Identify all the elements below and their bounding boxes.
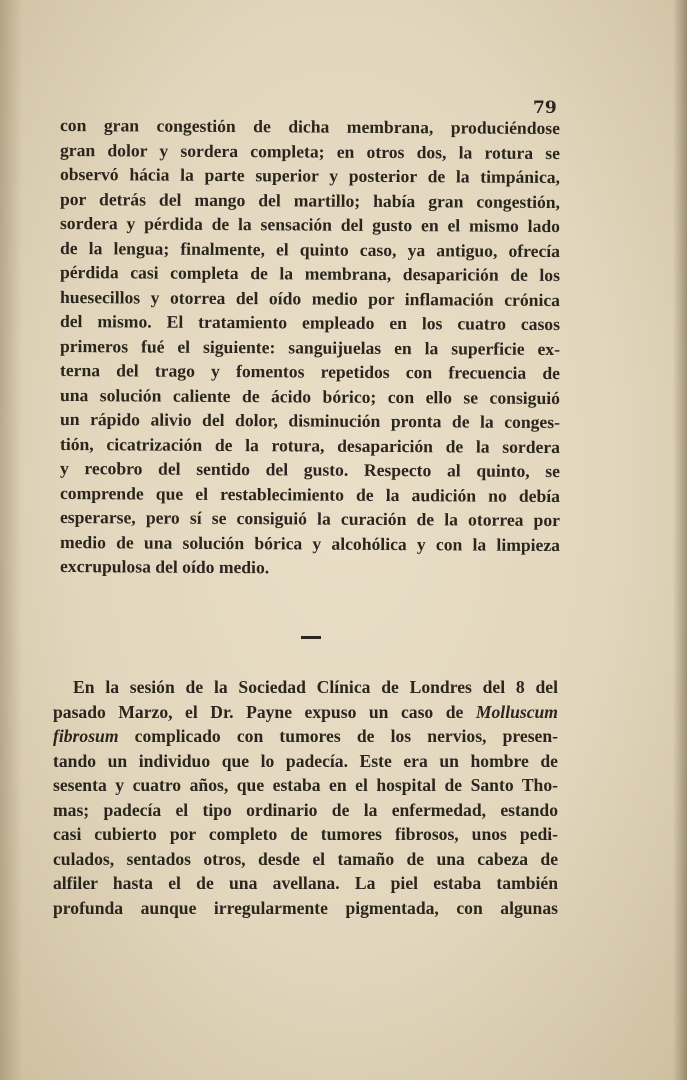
text-line: alfiler hasta el de una avellana. La piel estaba también [53,873,558,893]
text-line [53,724,558,749]
text-line: comprende que el restablecimiento de la audición no debía [59,482,561,506]
text-line: medio de una solución bórica y alcohólica y con la limpieza [59,531,561,555]
text-line: de la lengua; finalmente, el quinto caso, ya antiguo, ofrecía [59,237,561,261]
text-line: huesecillos y otorrea del oído medio por inflamación crónica [59,286,561,310]
text-line: tando un individuo que lo padecía. Este era un hombre de [53,750,558,771]
text-line: gran dolor y sordera completa; en otros dos, la rotura se [59,139,561,163]
italic-term: fibrosum [53,726,119,746]
text-segment: complicado con tumores de los nervios, presen- [118,726,558,746]
italic-term: Molluscum [475,701,558,722]
text-line: del mismo. El tratamiento empleado en los cuatro casos [59,311,561,335]
text-line: sordera y pérdida de la sensación del gusto en el mismo lado [59,213,561,237]
text-line: En la sesión de la Sociedad Clínica de Londres del 8 del [73,677,558,697]
text-line: una solución caliente de ácido bórico; con ello se consiguió [59,384,561,408]
text-line: excrupulosa del oído medio. [59,556,270,578]
section-divider [301,636,321,639]
text-line: terna del trago y fomentos repetidos con frecuencia de [59,360,561,384]
text-line: casi cubierto por completo de tumores fibrosos, unos pedi- [53,824,558,844]
paragraph-continued [60,113,560,579]
text-line: tión, cicatrización de la rotura, desaparición de la sordera [59,433,561,457]
text-line: profunda aunque irregularmente pigmentada, con algunas [53,897,558,918]
text-line: con gran congestión de dicha membrana, produciéndose [59,115,561,139]
page-edge-left [0,0,22,1080]
text-segment: pasado Marzo, el Dr. Payne expuso un caso de [53,701,476,722]
text-line: por detrás del mango del martillo; había gran congestión, [59,188,561,212]
text-line: sesenta y cuatro años, que estaba en el hospital de Santo Tho- [53,775,558,795]
text-line: esperarse, pero sí se consiguió la curación de la otorrea por [59,507,561,531]
page-number: 79 [533,98,557,118]
page-edge-right [673,0,687,1080]
text-line: mas; padecía el tipo ordinario de la enfermedad, estando [53,799,558,820]
text-line: culados, sentados otros, desde el tamaño de una cabeza de [53,848,558,869]
text-line: pérdida casi completa de la membrana, desaparición de los [59,262,561,286]
text-line: y recobro del sentido del gusto. Respecto al quinto, se [59,458,561,482]
paragraph-new [53,675,558,920]
text-line: un rápido alivio del dolor, disminución pronta de la conges- [59,409,561,433]
text-line: observó hácia la parte superior y posterior de la timpánica, [59,164,561,188]
text-line [53,700,558,725]
text-line: primeros fué el siguiente: sanguijuelas en la superficie ex- [59,335,561,359]
